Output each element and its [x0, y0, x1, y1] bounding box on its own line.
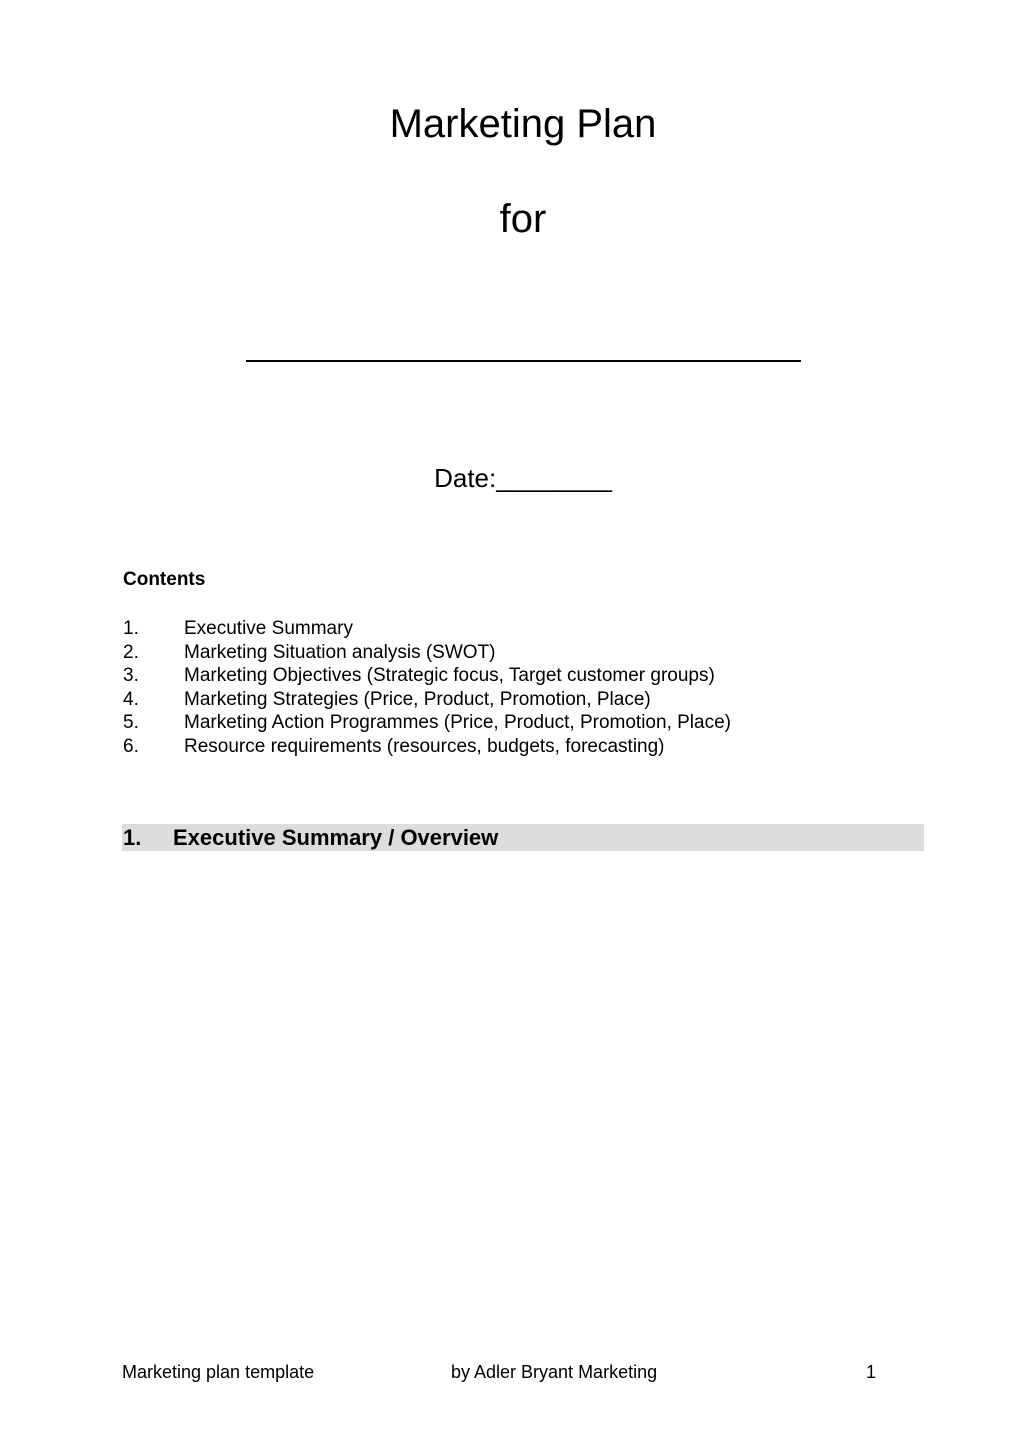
toc-item-label: Marketing Situation analysis (SWOT) [184, 641, 496, 663]
toc-item [123, 641, 883, 665]
footer-document-name: Marketing plan template [122, 1362, 315, 1382]
toc-item-number: 6. [123, 735, 139, 757]
toc-item-number: 5. [123, 712, 139, 734]
toc-item-number: 2. [123, 641, 139, 663]
toc-item [123, 617, 883, 641]
toc-item-label: Resource requirements (resources, budgets, forecasting) [184, 735, 665, 757]
document-subtitle: for [499, 197, 547, 241]
toc-item-label: Marketing Objectives (Strategic focus, Target customer groups) [184, 665, 715, 687]
table-of-contents [123, 617, 883, 759]
toc-item-number: 1. [123, 618, 139, 639]
date-field[interactable]: Date:________ [434, 463, 612, 493]
toc-item [123, 664, 883, 688]
toc-item-label: Marketing Strategies (Price, Product, Promotion, Place) [184, 688, 651, 710]
toc-item-number: 3. [123, 665, 139, 687]
toc-item [123, 735, 883, 759]
toc-item [123, 688, 883, 712]
toc-item [123, 711, 883, 735]
toc-item-label: Marketing Action Programmes (Price, Product, Promotion, Place) [184, 712, 731, 734]
section-title: Executive Summary / Overview [173, 824, 499, 850]
section-number: 1. [123, 824, 142, 850]
page-footer [122, 1361, 882, 1383]
contents-heading: Contents [123, 569, 206, 590]
toc-item-label: Executive Summary [184, 618, 353, 639]
section-heading-executive-summary [122, 824, 924, 851]
document-title: Marketing Plan [389, 102, 657, 146]
toc-item-number: 4. [123, 688, 139, 710]
footer-author: by Adler Bryant Marketing [451, 1362, 658, 1382]
footer-page-number: 1 [865, 1362, 876, 1382]
company-name-blank-line[interactable] [246, 360, 801, 362]
